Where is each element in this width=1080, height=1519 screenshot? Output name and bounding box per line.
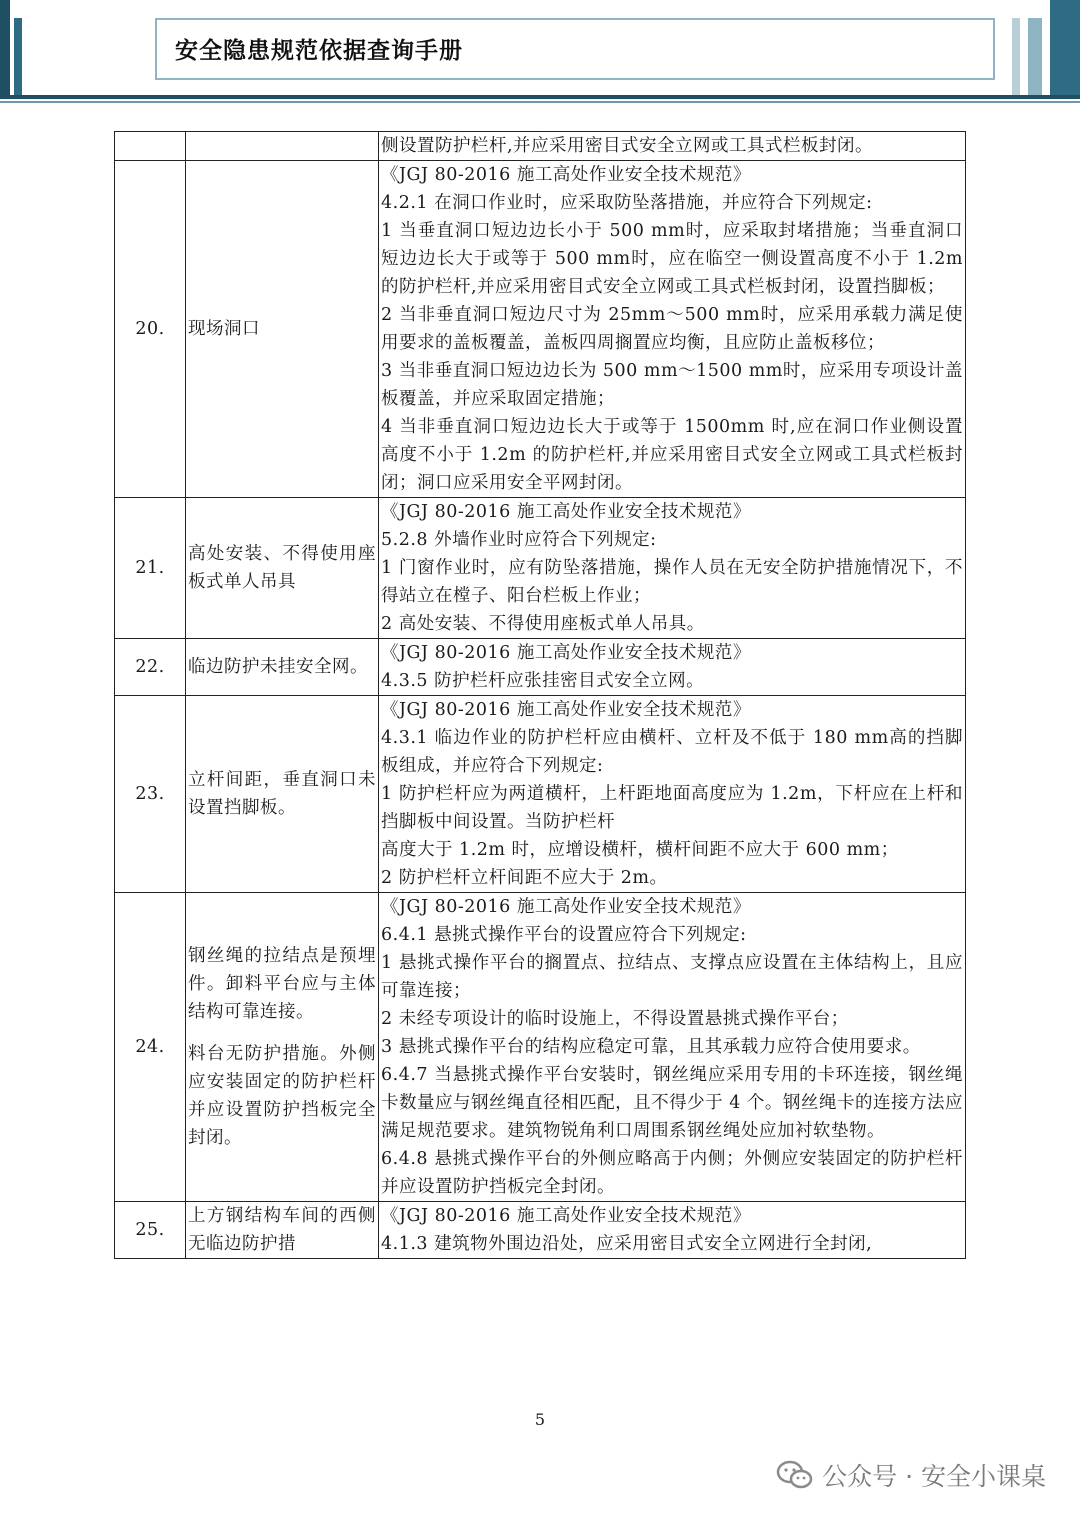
row-number: 24.: [115, 893, 186, 1202]
row-number: 20.: [115, 161, 186, 498]
standard-clause: 3 悬挑式操作平台的结构应稳定可靠，且其承载力应符合使用要求。: [381, 1037, 921, 1057]
table-row: [115, 696, 966, 893]
standard-clause: 2 高处安装、不得使用座板式单人吊具。: [381, 614, 705, 634]
standard-clause: 1 当垂直洞口短边边长小于 500 mm时，应采取封堵措施；当垂直洞口短边边长大于或等于 500 mm时，应在临空一侧设置高度不小于 1.2m 的防护栏杆,并应采用密目式安全立网或工具式栏板封闭，设置挡脚板；: [381, 221, 963, 297]
table-row: [115, 893, 966, 1202]
hazard-standards-table: [114, 131, 966, 1259]
standard-clause: 2 未经专项设计的临时设施上，不得设置悬挑式操作平台；: [381, 1009, 849, 1029]
page-number: 5: [534, 1410, 546, 1429]
standard-title: 《JGJ 80-2016 施工高处作业安全技术规范》: [381, 643, 751, 663]
hazard-item: 现场洞口: [186, 161, 379, 498]
standard-reference: [379, 132, 966, 161]
standard-clause: 1 悬挑式操作平台的搁置点、拉结点、支撑点应设置在主体结构上，且应可靠连接；: [381, 953, 963, 1001]
table-row: [115, 498, 966, 639]
header-rule-dark: [0, 95, 1080, 99]
standard-clause: 6.4.1 悬挑式操作平台的设置应符合下列规定:: [381, 925, 747, 945]
standard-title: 《JGJ 80-2016 施工高处作业安全技术规范》: [381, 165, 751, 185]
standard-title: 《JGJ 80-2016 施工高处作业安全技术规范》: [381, 897, 751, 917]
row-number: 21.: [115, 498, 186, 639]
hazard-item: [186, 893, 379, 1202]
hazard-item-paragraph: 钢丝绳的拉结点是预埋件。卸料平台应与主体结构可靠连接。: [188, 946, 376, 1022]
standard-clause: 高度大于 1.2m 时，应增设横杆，横杆间距不应大于 600 mm；: [381, 840, 899, 860]
header-decor-bar-right: [1050, 0, 1080, 95]
standard-clause: 1 门窗作业时，应有防坠落措施，操作人员在无安全防护措施情况下，不得站立在樘子、阳台栏板上作业；: [381, 558, 963, 606]
hazard-item: 立杆间距，垂直洞口未设置挡脚板。: [186, 696, 379, 893]
standard-clause: 6.4.8 悬挑式操作平台的外侧应略高于内侧；外侧应安装固定的防护栏杆并应设置防护挡板完全封闭。: [381, 1149, 963, 1197]
standard-clause: 4.2.1 在洞口作业时，应采取防坠落措施，并应符合下列规定:: [381, 193, 873, 213]
table-row: [115, 639, 966, 696]
standard-title: 《JGJ 80-2016 施工高处作业安全技术规范》: [381, 502, 751, 522]
standard-reference: [379, 498, 966, 639]
header-rule-light: [0, 101, 1080, 103]
table-row: [115, 1202, 966, 1259]
standard-reference: [379, 639, 966, 696]
hazard-item-paragraph: 料台无防护措施。外侧应安装固定的防护栏杆并应设置防护挡板完全封闭。: [188, 1044, 376, 1148]
table-row: [115, 161, 966, 498]
document-title: 安全隐患规范依据查询手册: [175, 38, 463, 64]
standard-clause: 1 防护栏杆应为两道横杆，上杆距地面高度应为 1.2m，下杆应在上杆和挡脚板中间设置。当防护栏杆: [381, 784, 963, 832]
standard-clause: 侧设置防护栏杆,并应采用密目式安全立网或工具式栏板封闭。: [381, 136, 874, 156]
hazard-item: 临边防护未挂安全网。: [186, 639, 379, 696]
standard-clause: 5.2.8 外墙作业时应符合下列规定:: [381, 530, 657, 550]
header-decor-bar-left: [0, 0, 10, 95]
row-number: 23.: [115, 696, 186, 893]
hazard-item: 上方钢结构车间的西侧无临边防护措: [186, 1202, 379, 1259]
standard-title: 《JGJ 80-2016 施工高处作业安全技术规范》: [381, 700, 751, 720]
header-title-box: [155, 18, 995, 80]
standard-clause: 4.3.5 防护栏杆应张挂密目式安全立网。: [381, 671, 705, 691]
header-decor-bar-right-light: [1012, 18, 1020, 95]
standard-clause: 2 当非垂直洞口短边尺寸为 25mm～500 mm时，应采用承载力满足使用要求的盖板覆盖，盖板四周搁置应均衡，且应防止盖板移位；: [381, 305, 963, 353]
header-decor-bar-right-inner: [1028, 18, 1042, 95]
hazard-item: 高处安装、不得使用座板式单人吊具: [186, 498, 379, 639]
standard-clause: 4.1.3 建筑物外围边沿处，应采用密目式安全立网进行全封闭,: [381, 1234, 873, 1254]
standard-reference: [379, 893, 966, 1202]
standard-clause: 2 防护栏杆立杆间距不应大于 2m。: [381, 868, 668, 888]
row-number: [115, 132, 186, 161]
standard-clause: 4 当非垂直洞口短边边长大于或等于 1500mm 时,应在洞口作业侧设置高度不小于 1.2m 的防护栏杆,并应采用密目式安全立网或工具式栏板封闭；洞口应采用安全平网封闭。: [381, 417, 963, 493]
standard-clause: 4.3.1 临边作业的防护栏杆应由横杆、立杆及不低于 180 mm高的挡脚板组成，并应符合下列规定:: [381, 728, 963, 776]
standard-reference: [379, 161, 966, 498]
wechat-icon: [776, 1460, 814, 1490]
header-decor-bar-left-inner: [14, 18, 22, 95]
standard-reference: [379, 1202, 966, 1259]
standard-clause: 6.4.7 当悬挑式操作平台安装时，钢丝绳应采用专用的卡环连接，钢丝绳卡数量应与钢丝绳直径相匹配，且不得少于 4 个。钢丝绳卡的连接方法应满足规范要求。建筑物锐角利口周围系钢丝绳处应加衬软垫物。: [381, 1065, 963, 1141]
standard-title: 《JGJ 80-2016 施工高处作业安全技术规范》: [381, 1206, 751, 1226]
hazard-item: [186, 132, 379, 161]
row-number: 25.: [115, 1202, 186, 1259]
standard-clause: 3 当非垂直洞口短边边长为 500 mm～1500 mm时，应采用专项设计盖板覆盖，并应采取固定措施；: [381, 361, 963, 409]
watermark-text: 公众号 · 安全小课桌: [822, 1462, 1046, 1491]
standard-reference: [379, 696, 966, 893]
wechat-watermark: [776, 1457, 1046, 1493]
row-number: 22.: [115, 639, 186, 696]
table-row: [115, 132, 966, 161]
